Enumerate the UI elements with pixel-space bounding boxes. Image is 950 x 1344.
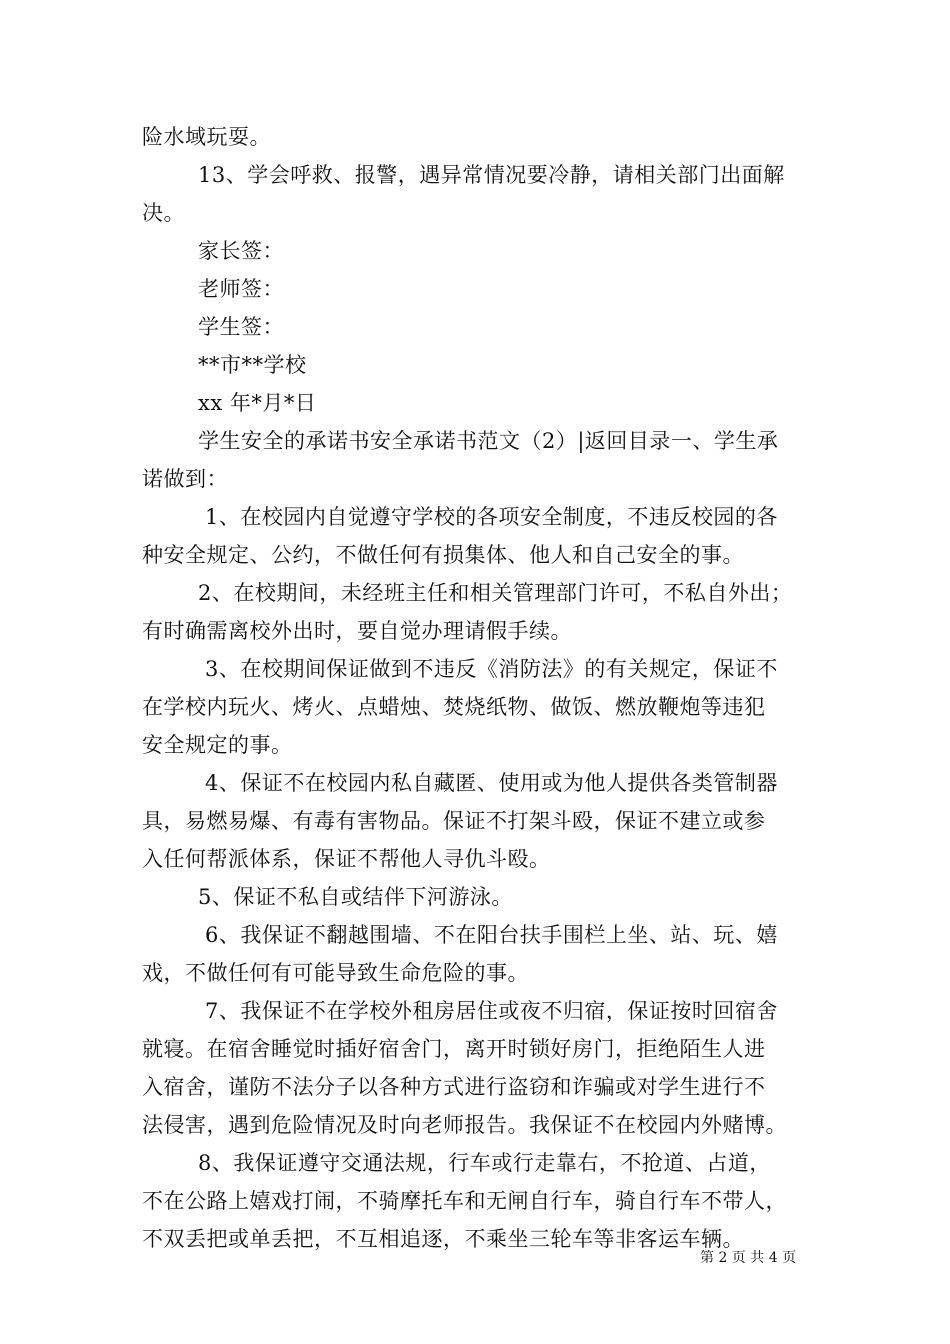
- text-line: 戏，不做任何有可能导致生命危险的事。: [142, 961, 529, 985]
- text-line: 8、我保证遵守交通法规，行车或行走靠右，不抢道、占道，: [198, 1151, 771, 1175]
- parent-signature-label: 家长签：: [198, 239, 284, 263]
- text-line: 入任何帮派体系，保证不帮他人寻仇斗殴。: [142, 847, 551, 871]
- text-line: 就寝。在宿舍睡觉时插好宿舍门，离开时锁好房门，拒绝陌生人进: [142, 1037, 766, 1061]
- text-line: 2、在校期间，未经班主任和相关管理部门许可，不私自外出；: [198, 581, 793, 605]
- text-line: 有时确需离校外出时，要自觉办理请假手续。: [142, 619, 572, 643]
- text-line: 法侵害，遇到危险情况及时向老师报告。我保证不在校园内外赌博。: [142, 1113, 787, 1137]
- text-line: 3、在校期间保证做到不违反《消防法》的有关规定，保证不: [205, 657, 778, 681]
- date-line: xx 年*月*日: [198, 391, 317, 415]
- text-line: 在学校内玩火、烤火、点蜡烛、焚烧纸物、做饭、燃放鞭炮等违犯: [142, 695, 766, 719]
- student-signature-label: 学生签：: [198, 315, 284, 339]
- text-line: 1、在校园内自觉遵守学校的各项安全制度，不违反校园的各: [205, 505, 778, 529]
- teacher-signature-label: 老师签：: [198, 277, 284, 301]
- text-line: 13、学会呼救、报警，遇异常情况要冷静，请相关部门出面解: [198, 163, 785, 187]
- text-line: 不双丢把或单丢把，不互相追逐，不乘坐三轮车等非客运车辆。: [142, 1227, 744, 1251]
- text-line: 险水域玩耍。: [142, 125, 271, 149]
- page-number: 第 2 页 共 4 页: [700, 1250, 797, 1266]
- text-line: 不在公路上嬉戏打闹，不骑摩托车和无闸自行车，骑自行车不带人，: [142, 1189, 787, 1213]
- section-heading: 学生安全的承诺书安全承诺书范文（2）|返回目录一、学生承: [198, 429, 779, 453]
- text-line: 入宿舍，谨防不法分子以各种方式进行盗窃和诈骗或对学生进行不: [142, 1075, 766, 1099]
- text-line: 6、我保证不翻越围墙、不在阳台扶手围栏上坐、站、玩、嬉: [205, 923, 778, 947]
- text-line: 诺做到：: [142, 467, 228, 491]
- text-line: 安全规定的事。: [142, 733, 293, 757]
- text-line: 5、保证不私自或结伴下河游泳。: [198, 885, 513, 909]
- text-line: 决。: [142, 201, 185, 225]
- text-line: 7、我保证不在学校外租房居住或夜不归宿，保证按时回宿舍: [205, 999, 778, 1023]
- text-line: 种安全规定、公约，不做任何有损集体、他人和自己安全的事。: [142, 543, 744, 567]
- text-line: 具，易燃易爆、有毒有害物品。保证不打架斗殴，保证不建立或参: [142, 809, 766, 833]
- school-name: **市**学校: [198, 353, 307, 377]
- text-line: 4、保证不在校园内私自藏匿、使用或为他人提供各类管制器: [205, 771, 778, 795]
